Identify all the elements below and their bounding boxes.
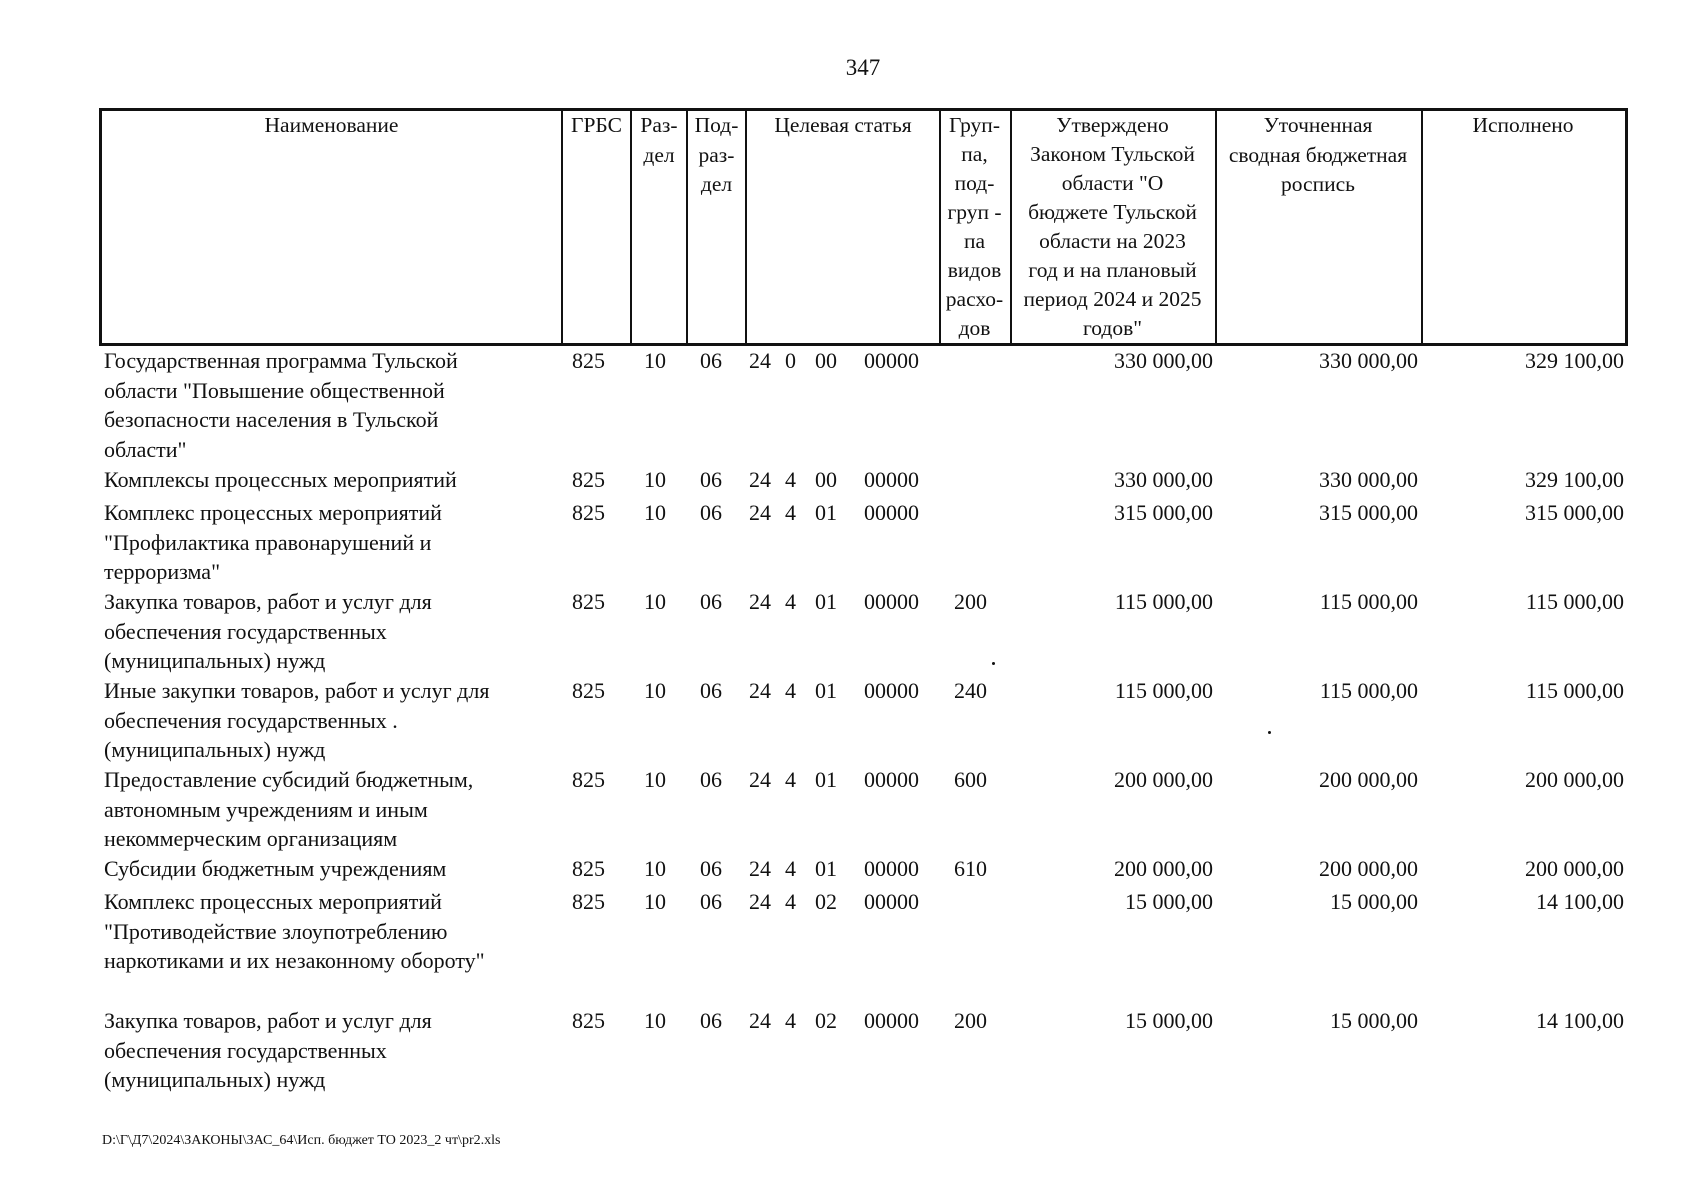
row-executed: 14 100,00 (1536, 1008, 1624, 1033)
column-divider (561, 108, 563, 346)
row-name: Предоставление субсидий бюджетным, автономным учреждениям и иным некоммерческим организациям (104, 767, 474, 851)
row-executed: 329 100,00 (1525, 348, 1624, 373)
row-target-event: 02 (815, 1008, 837, 1033)
row-executed: 200 000,00 (1525, 767, 1624, 792)
row-refined: 315 000,00 (1319, 500, 1418, 525)
row-executed: 200 000,00 (1525, 856, 1624, 881)
row-expense-group: 240 (954, 678, 987, 703)
row-grbs: 825 (572, 589, 605, 614)
row-target-subprogram: 4 (785, 889, 796, 914)
row-refined: 115 000,00 (1319, 678, 1418, 703)
row-expense-group: 200 (954, 1008, 987, 1033)
row-target-event: 01 (815, 767, 837, 792)
row-grbs: 825 (572, 678, 605, 703)
row-name: Закупка товаров, работ и услуг для обеспечения государственных (муниципальных) нужд (104, 1008, 432, 1092)
row-podrazdel: 06 (700, 856, 722, 881)
row-grbs: 825 (572, 889, 605, 914)
row-refined: 330 000,00 (1319, 467, 1418, 492)
row-target-subprogram: 4 (785, 1008, 796, 1033)
row-target-direction: 00000 (864, 500, 919, 525)
row-target-subprogram: 4 (785, 467, 796, 492)
row-grbs: 825 (572, 467, 605, 492)
row-refined: 15 000,00 (1330, 1008, 1418, 1033)
row-target-direction: 00000 (864, 767, 919, 792)
scan-speck (1268, 731, 1271, 734)
row-target-program: 24 (749, 767, 771, 792)
row-expense-group: 200 (954, 589, 987, 614)
row-target-direction: 00000 (864, 589, 919, 614)
row-refined: 115 000,00 (1319, 589, 1418, 614)
row-podrazdel: 06 (700, 678, 722, 703)
row-target-event: 01 (815, 678, 837, 703)
header-name: Наименование (264, 113, 399, 137)
header-group: Груп- па, под- груп - па видов расхо- дов (945, 113, 1004, 340)
row-approved: 115 000,00 (1114, 589, 1213, 614)
row-razdel: 10 (644, 589, 666, 614)
row-target-program: 24 (749, 500, 771, 525)
row-podrazdel: 06 (700, 1008, 722, 1033)
row-name: Иные закупки товаров, работ и услуг для обеспечения государственных . (муниципальных) нужд (104, 678, 490, 762)
row-target-subprogram: 4 (785, 767, 796, 792)
row-razdel: 10 (644, 889, 666, 914)
row-name: Комплекс процессных мероприятий "Противодействие злоупотреблению наркотиками и их незаконному обороту" (104, 889, 485, 973)
row-target-event: 02 (815, 889, 837, 914)
row-grbs: 825 (572, 500, 605, 525)
row-target-program: 24 (749, 467, 771, 492)
row-target-subprogram: 4 (785, 500, 796, 525)
row-executed: 115 000,00 (1525, 678, 1624, 703)
row-approved: 315 000,00 (1114, 500, 1213, 525)
row-name: Закупка товаров, работ и услуг для обеспечения государственных (муниципальных) нужд (104, 589, 432, 673)
row-target-subprogram: 0 (785, 348, 796, 373)
row-target-program: 24 (749, 348, 771, 373)
row-refined: 200 000,00 (1319, 767, 1418, 792)
header-refined: Уточненная сводная бюджетная роспись (1228, 113, 1408, 196)
row-target-direction: 00000 (864, 467, 919, 492)
row-approved: 15 000,00 (1125, 1008, 1213, 1033)
row-expense-group: 610 (954, 856, 987, 881)
row-approved: 15 000,00 (1125, 889, 1213, 914)
row-razdel: 10 (644, 678, 666, 703)
row-razdel: 10 (644, 467, 666, 492)
header-approved: Утверждено Законом Тульской области "О бюджете Тульской области на 2023 год и на плановый период 2024 и 2025 годов" (1023, 113, 1202, 340)
row-name: Государственная программа Тульской области "Повышение общественной безопасности населения в Тульской области" (104, 348, 458, 462)
row-podrazdel: 06 (700, 589, 722, 614)
page-number: 347 (845, 55, 881, 80)
row-refined: 15 000,00 (1330, 889, 1418, 914)
row-approved: 200 000,00 (1114, 767, 1213, 792)
row-grbs: 825 (572, 348, 605, 373)
row-target-subprogram: 4 (785, 589, 796, 614)
row-refined: 330 000,00 (1319, 348, 1418, 373)
row-target-direction: 00000 (864, 856, 919, 881)
row-target-direction: 00000 (864, 889, 919, 914)
row-target-event: 01 (815, 856, 837, 881)
row-target-subprogram: 4 (785, 678, 796, 703)
row-grbs: 825 (572, 767, 605, 792)
column-divider (745, 108, 747, 346)
scan-speck (992, 662, 995, 665)
row-target-program: 24 (749, 678, 771, 703)
row-grbs: 825 (572, 856, 605, 881)
row-target-program: 24 (749, 889, 771, 914)
row-name: Субсидии бюджетным учреждениям (104, 856, 447, 881)
row-executed: 115 000,00 (1525, 589, 1624, 614)
header-podrazdel: Под- раз- дел (694, 113, 739, 196)
header-target: Целевая статья (774, 113, 912, 137)
row-podrazdel: 06 (700, 767, 722, 792)
row-target-direction: 00000 (864, 1008, 919, 1033)
row-podrazdel: 06 (700, 889, 722, 914)
row-approved: 200 000,00 (1114, 856, 1213, 881)
row-target-subprogram: 4 (785, 856, 796, 881)
row-razdel: 10 (644, 856, 666, 881)
row-target-event: 01 (815, 589, 837, 614)
row-target-direction: 00000 (864, 678, 919, 703)
row-name: Комплекс процессных мероприятий "Профилактика правонарушений и терроризма" (104, 500, 442, 584)
row-razdel: 10 (644, 1008, 666, 1033)
row-refined: 200 000,00 (1319, 856, 1418, 881)
row-podrazdel: 06 (700, 500, 722, 525)
row-razdel: 10 (644, 767, 666, 792)
row-razdel: 10 (644, 500, 666, 525)
row-approved: 115 000,00 (1114, 678, 1213, 703)
header-razdel: Раз- дел (640, 113, 678, 167)
row-target-program: 24 (749, 589, 771, 614)
row-target-event: 00 (815, 467, 837, 492)
row-executed: 315 000,00 (1525, 500, 1624, 525)
row-approved: 330 000,00 (1114, 348, 1213, 373)
row-executed: 329 100,00 (1525, 467, 1624, 492)
row-target-direction: 00000 (864, 348, 919, 373)
row-razdel: 10 (644, 348, 666, 373)
file-path-footer: D:\Г\Д7\2024\ЗАКОНЫ\ЗАС_64\Исп. бюджет ТО 2023_2 чт\pr2.xls (102, 1133, 501, 1148)
row-executed: 14 100,00 (1536, 889, 1624, 914)
row-grbs: 825 (572, 1008, 605, 1033)
row-target-event: 00 (815, 348, 837, 373)
row-approved: 330 000,00 (1114, 467, 1213, 492)
row-expense-group: 600 (954, 767, 987, 792)
row-target-event: 01 (815, 500, 837, 525)
row-podrazdel: 06 (700, 467, 722, 492)
row-target-program: 24 (749, 856, 771, 881)
header-grbs: ГРБС (571, 113, 622, 137)
row-target-program: 24 (749, 1008, 771, 1033)
row-name: Комплексы процессных мероприятий (104, 467, 457, 492)
row-podrazdel: 06 (700, 348, 722, 373)
column-divider (1421, 108, 1423, 346)
header-executed: Исполнено (1472, 113, 1574, 137)
